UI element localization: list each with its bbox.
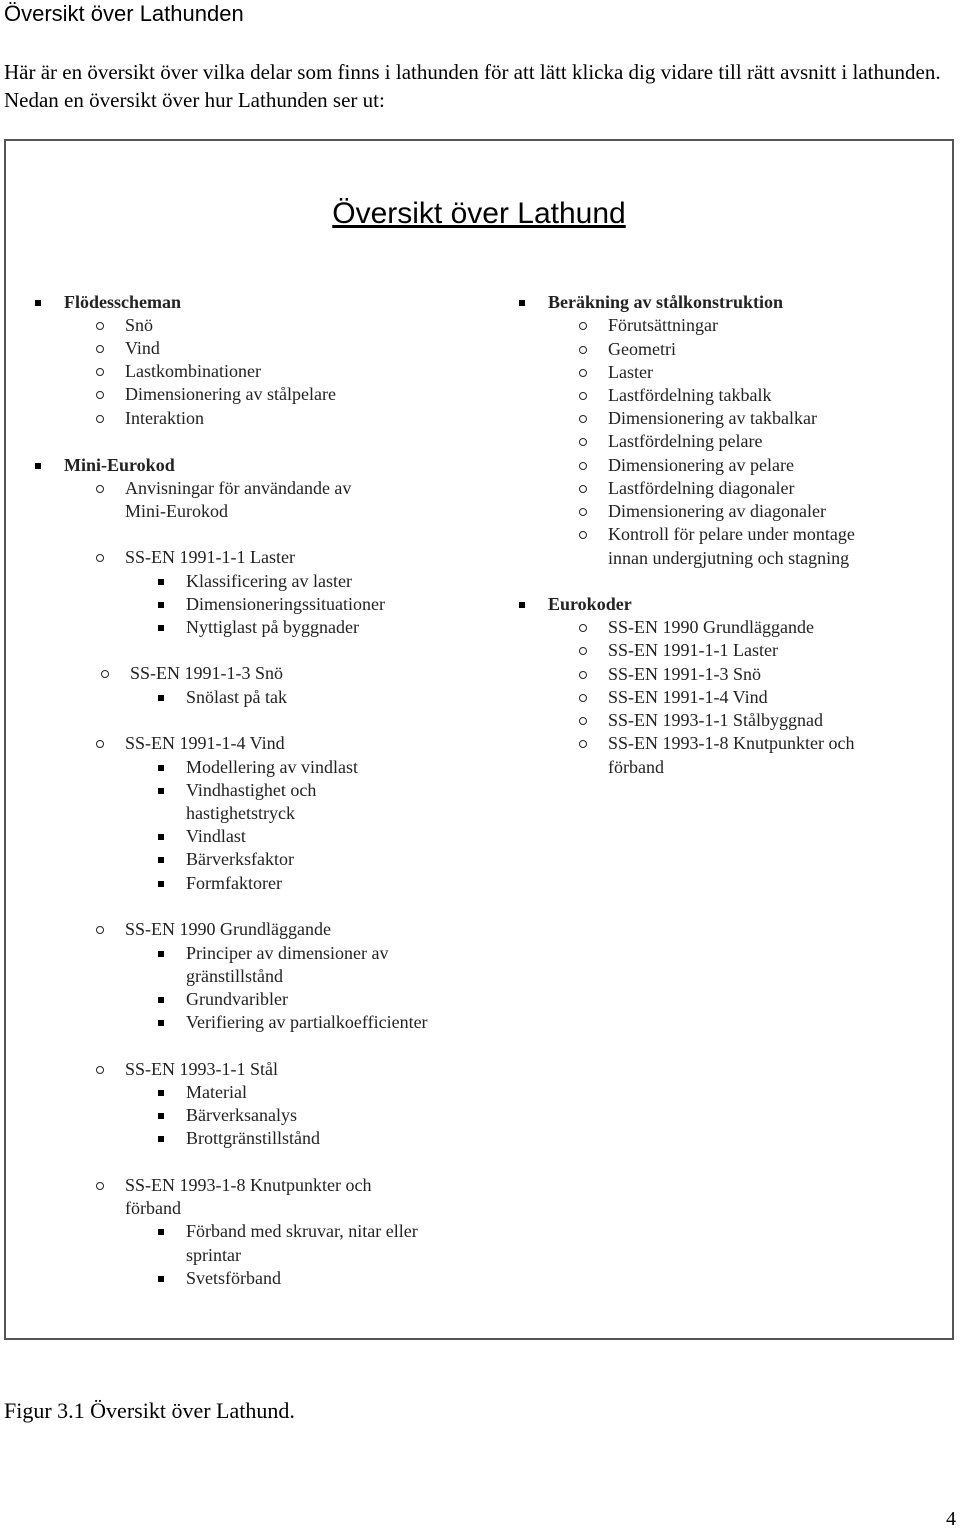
circle-bullet-icon	[96, 415, 104, 423]
square-bullet-icon	[158, 881, 164, 887]
circle-bullet-icon	[96, 345, 104, 353]
list-item: hastighetstryck	[186, 803, 295, 823]
list-item: SS-EN 1991-1-4 Vind	[125, 733, 285, 753]
circle-bullet-icon	[96, 554, 104, 562]
square-bullet-icon	[158, 1136, 164, 1142]
list-item: Geometri	[608, 339, 676, 359]
list-item: Material	[186, 1082, 247, 1102]
square-bullet-icon	[158, 1276, 164, 1282]
page-number: 4	[946, 1508, 956, 1530]
circle-bullet-icon	[579, 694, 587, 702]
list-item: Vindlast	[186, 826, 246, 846]
list-item: SS-EN 1993-1-8 Knutpunkter och	[608, 733, 855, 753]
list-item: Snölast på tak	[186, 687, 287, 707]
list-item: SS-EN 1990 Grundläggande	[608, 617, 814, 637]
overview-figure	[4, 139, 954, 1340]
list-item: SS-EN 1993-1-1 Stål	[125, 1059, 278, 1079]
list-item: SS-EN 1990 Grundläggande	[125, 919, 331, 939]
list-item: Grundvaribler	[186, 989, 288, 1009]
square-bullet-icon	[158, 765, 164, 771]
section-heading: Eurokoder	[548, 594, 632, 614]
list-item: Lastfördelning diagonaler	[608, 478, 795, 498]
list-item: Nyttiglast på byggnader	[186, 617, 359, 637]
circle-bullet-icon	[96, 740, 104, 748]
list-item: Kontroll för pelare under montage	[608, 524, 855, 544]
list-item: Svetsförband	[186, 1268, 281, 1288]
square-bullet-icon	[158, 834, 164, 840]
list-item: Modellering av vindlast	[186, 757, 358, 777]
list-item: Mini-Eurokod	[125, 501, 228, 521]
square-bullet-icon	[158, 579, 164, 585]
list-item: Brottgränstillstånd	[186, 1128, 320, 1148]
circle-bullet-icon	[579, 647, 587, 655]
list-item: SS-EN 1991-1-3 Snö	[608, 664, 762, 684]
square-bullet-icon	[158, 625, 164, 631]
list-item: Principer av dimensioner av	[186, 943, 389, 963]
list-item: Förutsättningar	[608, 315, 718, 335]
square-bullet-icon	[158, 997, 164, 1003]
section-heading: Flödesscheman	[64, 292, 181, 312]
square-bullet-icon	[158, 1229, 164, 1235]
circle-bullet-icon	[96, 485, 104, 493]
list-item: Dimensioneringssituationer	[186, 594, 385, 614]
list-item: SS-EN 1991-1-1 Laster	[608, 640, 778, 660]
circle-bullet-icon	[579, 624, 587, 632]
circle-bullet-icon	[579, 508, 587, 516]
circle-bullet-icon	[579, 740, 587, 748]
list-item: Bärverksfaktor	[186, 849, 294, 869]
circle-bullet-icon	[579, 392, 587, 400]
list-item: innan undergjutning och stagning	[608, 548, 850, 568]
section-heading: Beräkning av stålkonstruktion	[548, 292, 784, 312]
list-item: Förband med skruvar, nitar eller	[186, 1221, 418, 1241]
circle-bullet-icon	[96, 926, 104, 934]
circle-bullet-icon	[96, 1182, 104, 1190]
list-item: Lastfördelning takbalk	[608, 385, 772, 405]
circle-bullet-icon	[96, 368, 104, 376]
list-item: Klassificering av laster	[186, 571, 352, 591]
list-item: Vindhastighet och	[186, 780, 317, 800]
list-item: Interaktion	[125, 408, 204, 428]
circle-bullet-icon	[579, 462, 587, 470]
list-item: gränstillstånd	[186, 966, 283, 986]
circle-bullet-icon	[579, 322, 587, 330]
list-item: Dimensionering av takbalkar	[608, 408, 817, 428]
figure-title: Översikt över Lathund	[332, 197, 626, 230]
list-item: förband	[125, 1198, 181, 1218]
square-bullet-icon	[519, 300, 525, 306]
circle-bullet-icon	[579, 369, 587, 377]
circle-bullet-icon	[96, 1066, 104, 1074]
square-bullet-icon	[158, 1090, 164, 1096]
figure-caption: Figur 3.1 Översikt över Lathund.	[4, 1398, 295, 1423]
square-bullet-icon	[35, 463, 41, 469]
square-bullet-icon	[158, 695, 164, 701]
square-bullet-icon	[158, 788, 164, 794]
square-bullet-icon	[35, 300, 41, 306]
circle-bullet-icon	[579, 485, 587, 493]
circle-bullet-icon	[579, 717, 587, 725]
list-item: Anvisningar för användande av	[125, 478, 352, 498]
circle-bullet-icon	[579, 346, 587, 354]
list-item: sprintar	[186, 1245, 241, 1265]
list-item: Lastkombinationer	[125, 361, 261, 381]
list-item: Lastfördelning pelare	[608, 431, 763, 451]
square-bullet-icon	[519, 602, 525, 608]
list-item: SS-EN 1991-1-3 Snö	[130, 663, 284, 683]
square-bullet-icon	[158, 602, 164, 608]
list-item: Formfaktorer	[186, 873, 282, 893]
list-item: Snö	[125, 315, 154, 335]
list-item: SS-EN 1991-1-1 Laster	[125, 547, 295, 567]
circle-bullet-icon	[101, 670, 109, 678]
circle-bullet-icon	[96, 391, 104, 399]
circle-bullet-icon	[579, 438, 587, 446]
list-item: SS-EN 1993-1-8 Knutpunkter och	[125, 1175, 372, 1195]
square-bullet-icon	[158, 857, 164, 863]
list-item: Vind	[125, 338, 160, 358]
circle-bullet-icon	[579, 671, 587, 679]
list-item: Dimensionering av diagonaler	[608, 501, 826, 521]
list-item: Bärverksanalys	[186, 1105, 297, 1125]
page-heading: Översikt över Lathunden	[4, 1, 244, 26]
list-item: SS-EN 1991-1-4 Vind	[608, 687, 768, 707]
list-item: Laster	[608, 362, 653, 382]
list-item: Dimensionering av stålpelare	[125, 384, 336, 404]
circle-bullet-icon	[96, 322, 104, 330]
list-item: Verifiering av partialkoefficienter	[186, 1012, 428, 1032]
intro-paragraph: Här är en översikt över vilka delar som finns i lathunden för att lätt klicka dig vidare till rätt avsnitt i lathunden. Nedan en översikt över hur Lathunden ser ut:	[4, 60, 941, 112]
list-item: Dimensionering av pelare	[608, 455, 794, 475]
square-bullet-icon	[158, 951, 164, 957]
square-bullet-icon	[158, 1020, 164, 1026]
square-bullet-icon	[158, 1113, 164, 1119]
circle-bullet-icon	[579, 415, 587, 423]
circle-bullet-icon	[579, 531, 587, 539]
section-heading: Mini-Eurokod	[64, 455, 175, 475]
list-item: förband	[608, 757, 664, 777]
list-item: SS-EN 1993-1-1 Stålbyggnad	[608, 710, 823, 730]
